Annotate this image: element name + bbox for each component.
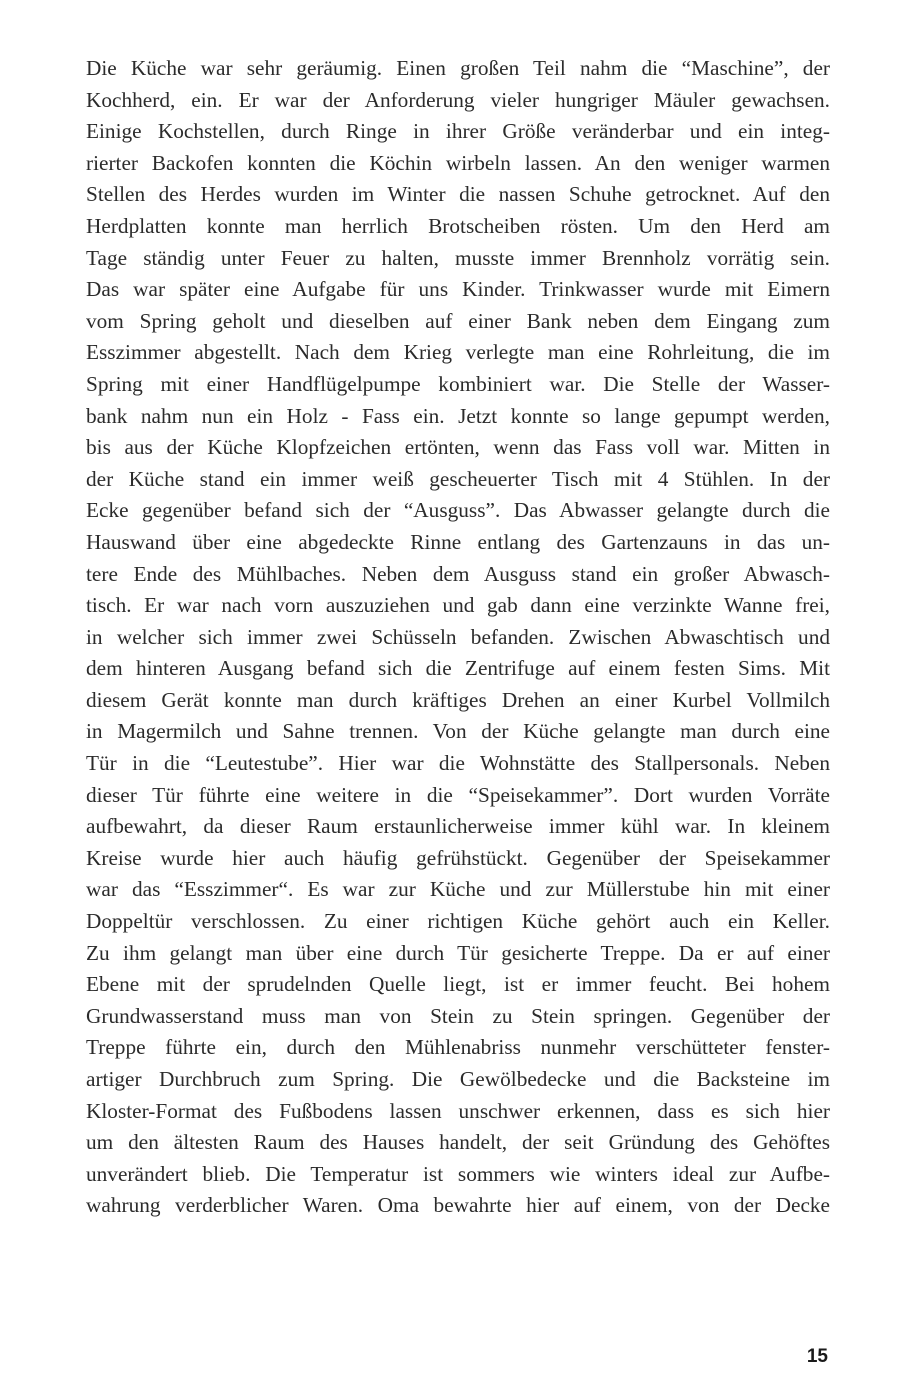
text-line: Doppeltür verschlossen. Zu einer richtigen Küche gehört auch ein Keller. xyxy=(86,909,830,934)
text-line: Zu ihm gelangt man über eine durch Tür gesicherte Treppe. Da er auf einer xyxy=(86,940,830,965)
text-line: wahrung verderblicher Waren. Oma bewahrte hier auf einem, von der Decke xyxy=(86,1193,830,1218)
body-text xyxy=(86,53,830,1222)
text-line: Das war später eine Aufgabe für uns Kinder. Trinkwasser wurde mit Eimern xyxy=(86,277,830,302)
text-line: Ebene mit der sprudelnden Quelle liegt, ist er immer feucht. Bei hohem xyxy=(86,972,830,997)
text-line: bank nahm nun ein Holz - Fass ein. Jetzt konnte so lange gepumpt werden, xyxy=(86,403,830,428)
text-line: tisch. Er war nach vorn auszuziehen und gab dann eine verzinkte Wanne frei, xyxy=(86,593,830,618)
text-line: Herdplatten konnte man herrlich Brotscheiben rösten. Um den Herd am xyxy=(86,213,830,238)
text-line: vom Spring geholt und dieselben auf einer Bank neben dem Eingang zum xyxy=(86,308,830,333)
text-line: tere Ende des Mühlbaches. Neben dem Ausguss stand ein großer Abwasch- xyxy=(86,561,830,586)
text-line: Esszimmer abgestellt. Nach dem Krieg verlegte man eine Rohrleitung, die im xyxy=(86,340,830,365)
text-line: rierter Backofen konnten die Köchin wirbeln lassen. An den weniger warmen xyxy=(86,150,830,175)
text-line: Kochherd, ein. Er war der Anforderung vieler hungriger Mäuler gewachsen. xyxy=(86,87,830,112)
text-line: Kloster-Format des Fußbodens lassen unschwer erkennen, dass es sich hier xyxy=(86,1098,830,1123)
text-line: dieser Tür führte eine weitere in die “Speisekammer”. Dort wurden Vorräte xyxy=(86,782,830,807)
text-line: unverändert blieb. Die Temperatur ist sommers wie winters ideal zur Aufbe- xyxy=(86,1161,830,1186)
text-line: um den ältesten Raum des Hauses handelt, der seit Gründung des Gehöftes xyxy=(86,1130,830,1155)
text-line: Einige Kochstellen, durch Ringe in ihrer Größe veränderbar und ein integ- xyxy=(86,119,830,144)
text-line: Kreise wurde hier auch häufig gefrühstückt. Gegenüber der Speisekammer xyxy=(86,845,830,870)
text-line: Grundwasserstand muss man von Stein zu Stein springen. Gegenüber der xyxy=(86,1003,830,1028)
text-line: war das “Esszimmer“. Es war zur Küche und zur Müllerstube hin mit einer xyxy=(86,877,830,902)
text-line: in welcher sich immer zwei Schüsseln befanden. Zwischen Abwaschtisch und xyxy=(86,624,830,649)
text-line: Hauswand über eine abgedeckte Rinne entlang des Gartenzauns in das un- xyxy=(86,529,830,554)
text-line: Ecke gegenüber befand sich der “Ausguss”. Das Abwasser gelangte durch die xyxy=(86,498,830,523)
text-line: der Küche stand ein immer weiß gescheuerter Tisch mit 4 Stühlen. In der xyxy=(86,466,830,491)
text-line: dem hinteren Ausgang befand sich die Zentrifuge auf einem festen Sims. Mit xyxy=(86,656,830,681)
text-line: Spring mit einer Handflügelpumpe kombiniert war. Die Stelle der Wasser- xyxy=(86,371,830,396)
page-number: 15 xyxy=(806,1346,828,1367)
text-line: aufbewahrt, da dieser Raum erstaunlicherweise immer kühl war. In kleinem xyxy=(86,814,830,839)
text-line: artiger Durchbruch zum Spring. Die Gewölbedecke und die Backsteine im xyxy=(86,1067,830,1091)
text-line: Die Küche war sehr geräumig. Einen großen Teil nahm die “Maschine”, der xyxy=(86,56,830,80)
text-line: bis aus der Küche Klopfzeichen ertönten, wenn das Fass voll war. Mitten in xyxy=(86,435,830,460)
text-line: Tage ständig unter Feuer zu halten, musste immer Brennholz vorrätig sein. xyxy=(86,245,830,270)
text-line: Treppe führte ein, durch den Mühlenabriss nunmehr verschütteter fenster- xyxy=(86,1035,830,1060)
text-line: diesem Gerät konnte man durch kräftiges Drehen an einer Kurbel Vollmilch xyxy=(86,687,830,712)
text-line: Tür in die “Leutestube”. Hier war die Wohnstätte des Stallpersonals. Neben xyxy=(86,751,830,776)
text-line: Stellen des Herdes wurden im Winter die nassen Schuhe getrocknet. Auf den xyxy=(86,182,830,207)
text-line: in Magermilch und Sahne trennen. Von der Küche gelangte man durch eine xyxy=(86,719,830,744)
